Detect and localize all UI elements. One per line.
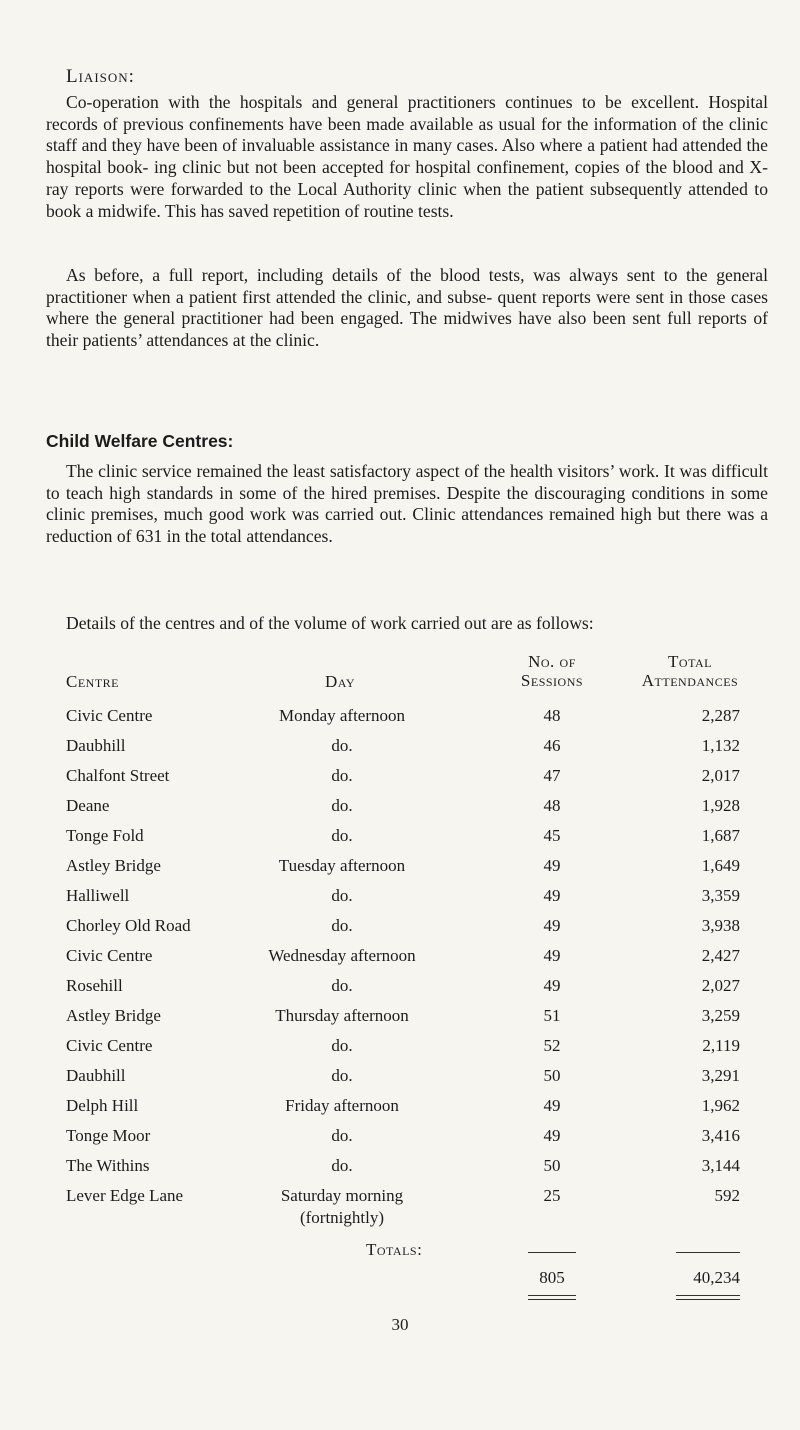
cell-centre: Astley Bridge xyxy=(66,1006,161,1025)
cell-centre: Delph Hill xyxy=(66,1096,139,1115)
cell-day: Tuesday afternoon xyxy=(278,856,406,875)
header-attendances xyxy=(620,652,760,690)
cell-sessions: 48 xyxy=(543,706,561,725)
cell-centre: Civic Centre xyxy=(66,706,153,725)
cell-sessions: 51 xyxy=(543,1006,561,1025)
table-row xyxy=(0,976,800,1006)
cell-day: do. xyxy=(331,1156,353,1175)
cell-day: do. xyxy=(331,826,353,845)
child-welfare-paragraph: The clinic service remained the least satisfactory aspect of the health visitors’ work. It was difficult to teach high standards in some of the hired premises. Despite the discouraging conditions in some clinic premises, much good work was carried out. Clinic attendances remained high but there was a reduction of 631 in the total attendances. xyxy=(46,461,768,547)
cell-sessions: 49 xyxy=(543,1096,561,1115)
cell-attendances: 3,259 xyxy=(701,1006,740,1025)
cell-attendances: 1,649 xyxy=(701,856,740,875)
cell-sessions: 25 xyxy=(543,1186,561,1205)
cell-attendances: 3,359 xyxy=(701,886,740,905)
cell-day: do. xyxy=(331,976,353,995)
cell-attendances: 2,027 xyxy=(701,976,740,995)
header-sessions xyxy=(502,652,602,690)
cell-centre: Daubhill xyxy=(66,736,126,755)
cell-centre: Civic Centre xyxy=(66,946,153,965)
cell-day: do. xyxy=(331,1066,353,1085)
table-row xyxy=(0,1156,800,1186)
cell-centre: Daubhill xyxy=(66,1066,126,1085)
child-welfare-heading: Child Welfare Centres: xyxy=(46,431,234,451)
cell-attendances: 1,962 xyxy=(701,1096,740,1115)
cell-attendances: 2,287 xyxy=(701,706,740,725)
totals-attendances-rule xyxy=(676,1252,740,1253)
cell-sessions: 49 xyxy=(543,916,561,935)
cell-day: do. xyxy=(331,796,353,815)
cell-centre: Tonge Fold xyxy=(66,826,144,845)
cell-centre: Astley Bridge xyxy=(66,856,161,875)
cell-attendances: 3,291 xyxy=(701,1066,740,1085)
table-row xyxy=(0,886,800,916)
cell-attendances: 3,144 xyxy=(701,1156,740,1175)
cell-sessions: 45 xyxy=(543,826,561,845)
table-row xyxy=(0,766,800,796)
table-row xyxy=(0,1126,800,1156)
table-row xyxy=(0,706,800,736)
cell-sessions: 49 xyxy=(543,976,561,995)
cell-attendances: 3,938 xyxy=(701,916,740,935)
cell-attendances: 2,427 xyxy=(701,946,740,965)
cell-sessions: 49 xyxy=(543,856,561,875)
table-row xyxy=(0,1006,800,1036)
cell-sessions: 52 xyxy=(543,1036,561,1055)
cell-day: do. xyxy=(331,1126,353,1145)
cell-attendances: 1,132 xyxy=(701,736,740,755)
header-sessions-line-2: Sessions xyxy=(520,671,584,690)
table-row xyxy=(0,826,800,856)
cell-sessions: 46 xyxy=(543,736,561,755)
cell-centre: Halliwell xyxy=(66,886,130,905)
cell-centre: Civic Centre xyxy=(66,1036,153,1055)
total-attendances: 40,234 xyxy=(693,1268,740,1287)
table-row xyxy=(0,1186,800,1236)
cell-attendances: 1,928 xyxy=(701,796,740,815)
cell-attendances: 3,416 xyxy=(701,1126,740,1145)
totals-label-row xyxy=(0,1240,800,1270)
cell-day: Thursday afternoon xyxy=(275,1006,409,1025)
cell-centre: Chalfont Street xyxy=(66,766,170,785)
double-rule-attendances-2 xyxy=(676,1299,740,1300)
page-number: 30 xyxy=(391,1315,409,1334)
cell-attendances: 592 xyxy=(714,1186,740,1205)
liaison-paragraph-1: Co-operation with the hospitals and general practitioners continues to be excellent. Hospital records of previous confinements have been made available as usual for the information of the clinic staff and they have been of invaluable assistance in many cases. Also where a patient had attended the hospital book- ing clinic but not been accepted for hospital confinement, copies of the blood and X-ray reports were forwarded to the Local Authority clinic when the patient subsequently attended to book a midwife. This has saved repetition of routine tests. xyxy=(46,92,768,221)
cell-centre: Rosehill xyxy=(66,976,123,995)
liaison-paragraph-2: As before, a full report, including details of the blood tests, was always sent to the general practitioner when a patient first attended the clinic, and subse- quent reports were sent in those cases where the general practitioner had been engaged. The midwives have also been sent full reports of their patients’ attendances at the clinic. xyxy=(46,265,768,351)
header-sessions-line-1: No. of xyxy=(528,652,576,671)
cell-day: do. xyxy=(331,736,353,755)
cell-centre: Deane xyxy=(66,796,110,815)
cell-day: Monday afternoon xyxy=(278,706,406,725)
table-row xyxy=(0,796,800,826)
header-attendances-line-2: Attendances xyxy=(641,671,739,690)
cell-sessions: 49 xyxy=(543,886,561,905)
table-row xyxy=(0,1036,800,1066)
cell-day: do. xyxy=(331,916,353,935)
cell-centre: Chorley Old Road xyxy=(66,916,191,935)
cell-attendances: 1,687 xyxy=(701,826,740,845)
cell-sessions: 49 xyxy=(543,1126,561,1145)
table-row xyxy=(0,856,800,886)
cell-day: Saturday morning xyxy=(280,1186,404,1205)
cell-day: do. xyxy=(331,886,353,905)
cell-sessions: 50 xyxy=(543,1156,561,1175)
header-centre: Centre xyxy=(66,672,119,691)
table-intro: Details of the centres and of the volume of work carried out are as follows: xyxy=(66,613,594,633)
totals-label: Totals: xyxy=(366,1240,423,1259)
double-rule-sessions-2 xyxy=(528,1299,576,1300)
table-row xyxy=(0,916,800,946)
total-sessions: 805 xyxy=(539,1268,565,1287)
double-rule-attendances-1 xyxy=(676,1295,740,1296)
cell-attendances: 2,119 xyxy=(702,1036,740,1055)
double-rule-sessions-1 xyxy=(528,1295,576,1296)
cell-day: do. xyxy=(331,766,353,785)
cell-sessions: 49 xyxy=(543,946,561,965)
cell-day-line-2: (fortnightly) xyxy=(299,1208,385,1227)
cell-day: Friday afternoon xyxy=(285,1096,399,1115)
cell-centre: Tonge Moor xyxy=(66,1126,151,1145)
cell-sessions: 48 xyxy=(543,796,561,815)
cell-day: do. xyxy=(331,1036,353,1055)
table-row xyxy=(0,736,800,766)
header-attendances-line-1: Total xyxy=(668,652,712,671)
cell-sessions: 47 xyxy=(543,766,561,785)
cell-centre: The Withins xyxy=(66,1156,150,1175)
table-row xyxy=(0,1096,800,1126)
table-row xyxy=(0,1066,800,1096)
cell-sessions: 50 xyxy=(543,1066,561,1085)
table-row xyxy=(0,946,800,976)
liaison-heading: Liaison: xyxy=(66,66,135,87)
cell-attendances: 2,017 xyxy=(701,766,740,785)
cell-day: Wednesday afternoon xyxy=(268,946,416,965)
cell-centre: Lever Edge Lane xyxy=(66,1186,184,1205)
header-day: Day xyxy=(324,672,355,691)
totals-row xyxy=(0,1268,800,1298)
totals-sessions-rule xyxy=(528,1252,576,1253)
